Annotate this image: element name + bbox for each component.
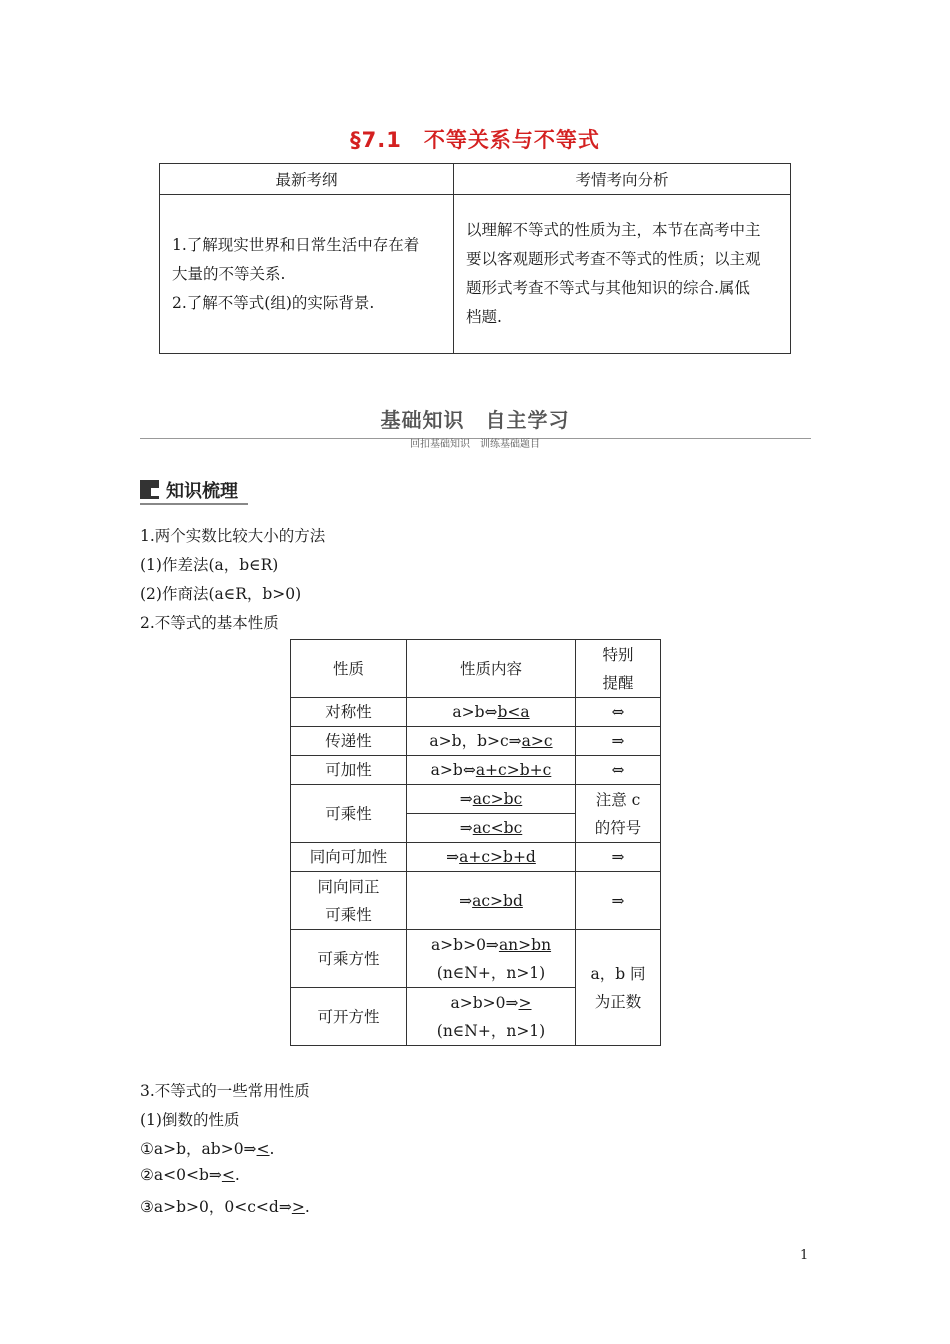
content-answer: ac>bd [472,891,523,910]
content-text: ⇒ [459,790,473,808]
content-condition: (n∈N+，n>1) [436,963,546,982]
header-cell: 性质 [291,640,407,698]
heading-square-notch [151,488,159,496]
property-content [407,988,576,1046]
heading-underline [140,503,248,505]
section-subtitle-wrap [0,432,950,451]
item-answer: < [256,1140,270,1158]
item-answer: < [221,1166,235,1184]
text-line: 1.两个实数比较大小的方法 [140,527,326,545]
reciprocal-item [140,1137,274,1159]
property-note: ⇒ [576,843,661,872]
name-line: 可乘性 [325,905,372,924]
syllabus-line: 2.了解不等式(组)的实际背景. [172,293,375,312]
item-text: ①a>b，ab>0⇒ [140,1140,257,1158]
content-answer: b<a [497,703,530,721]
content-text: ⇒ [446,848,460,866]
text-line: 3.不等式的一些常用性质 [140,1082,310,1100]
property-note: ⇔ [576,756,661,785]
analysis-line: 题形式考查不等式与其他知识的综合.属低 [466,279,750,297]
note-line: 注意 c [595,790,641,809]
text-line: (1)作差法(a，b∈R) [140,556,279,574]
item-period: . [234,1166,240,1184]
property-content [407,930,576,988]
text-line: (1)倒数的性质 [140,1111,240,1129]
property-note [576,785,661,843]
property-note: ⇒ [576,872,661,930]
analysis-content [454,195,791,354]
content-answer: > [518,993,532,1012]
section-subtitle: 回扣基础知识 训练基础题目 [404,439,546,450]
page-number: 1 [800,1248,809,1263]
property-content [407,756,576,785]
content-text: a>b，b>c⇒ [429,732,522,750]
item-answer: > [291,1198,305,1216]
name-line: 同向同正 [317,877,380,896]
item-text: ③a>b>0，0<c<d⇒ [140,1198,292,1216]
analysis-line: 档题. [466,308,502,326]
note-line: 为正数 [594,992,642,1011]
note-line: 的符号 [594,818,642,837]
reciprocal-item [140,1166,240,1184]
header-cell [576,640,661,698]
properties-table [290,639,661,1046]
content-answer: a>c [521,732,553,750]
content-answer: ac<bc [472,819,523,837]
property-name: 对称性 [291,698,407,727]
property-content [407,814,576,843]
property-content [407,843,576,872]
property-content [407,872,576,930]
note-line: a，b 同 [590,964,646,983]
content-text: ⇒ [459,819,473,837]
content-text: a>b⇔ [430,761,476,779]
content-text: a>b>0⇒ [430,935,499,954]
syllabus-line: 1.了解现实世界和日常生活中存在着 [172,235,420,254]
analysis-line: 要以客观题形式考查不等式的性质；以主观 [466,250,761,268]
syllabus-content [160,195,454,354]
property-name: 可乘性 [291,785,407,843]
syllabus-line: 大量的不等关系. [172,264,286,283]
property-content [407,785,576,814]
heading-text: 知识梳理 [166,481,238,502]
property-note [576,930,661,1046]
reciprocal-item [140,1195,310,1217]
syllabus-header-1: 最新考纲 [160,164,454,195]
content-answer: ac>bc [472,790,523,808]
header-cell: 性质内容 [407,640,576,698]
property-name: 可乘方性 [291,930,407,988]
property-content [407,727,576,756]
content-text: a>b>0⇒ [450,993,519,1012]
syllabus-header-2: 考情考向分析 [454,164,791,195]
header-line: 提醒 [602,673,634,692]
item-text: ②a<0<b⇒ [140,1166,222,1184]
property-name: 可加性 [291,756,407,785]
property-name: 传递性 [291,727,407,756]
property-note: ⇒ [576,727,661,756]
text-line: 2.不等式的基本性质 [140,614,279,632]
property-name: 同向可加性 [291,843,407,872]
item-period: . [269,1140,275,1158]
content-answer: a+c>b+c [475,761,552,779]
content-condition: (n∈N+，n>1) [436,1021,546,1040]
content-text: ⇒ [459,891,473,910]
analysis-line: 以理解不等式的性质为主，本节在高考中主 [466,221,761,239]
content-answer: an>bn [498,935,552,954]
header-line: 特别 [602,645,634,664]
content-answer: a+c>b+d [459,848,536,866]
section-title: 基础知识 自主学习 [380,408,570,432]
content-text: a>b⇔ [452,703,498,721]
property-name [291,872,407,930]
item-period: . [304,1198,310,1216]
property-name: 可开方性 [291,988,407,1046]
text-line: (2)作商法(a∈R，b>0) [140,585,302,603]
property-note: ⇔ [576,698,661,727]
page-title: §7.1 不等关系与不等式 [350,128,600,152]
syllabus-table [159,163,791,354]
property-content [407,698,576,727]
